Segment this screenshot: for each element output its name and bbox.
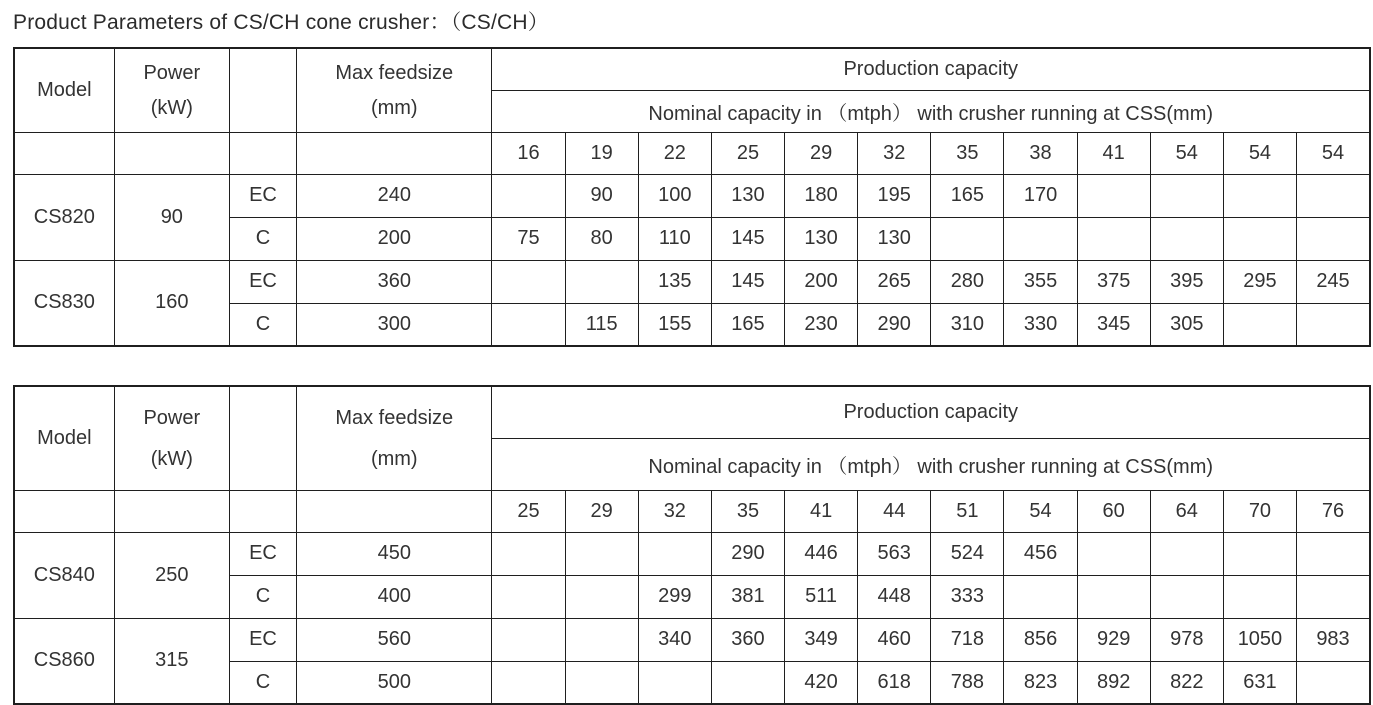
capacity-cell: 135 — [638, 260, 711, 303]
capacity-cell — [1150, 174, 1223, 217]
capacity-cell: 618 — [858, 661, 931, 704]
css-value-cell: 25 — [711, 132, 784, 174]
css-value-cell: 38 — [1004, 132, 1077, 174]
header-feedsize-line1: Max feedsize — [335, 61, 454, 84]
capacity-cell: 822 — [1150, 661, 1223, 704]
table-gap — [13, 347, 1373, 385]
blank-cell — [229, 490, 296, 532]
capacity-cell — [565, 532, 638, 575]
capacity-cell: 90 — [565, 174, 638, 217]
max-feedsize-cell: 240 — [297, 174, 492, 217]
capacity-cell: 295 — [1223, 260, 1296, 303]
css-value-cell: 54 — [1223, 132, 1296, 174]
capacity-cell: 511 — [785, 575, 858, 618]
max-feedsize-cell: 360 — [297, 260, 492, 303]
header-nominal-capacity: Nominal capacity in （mtph） with crusher running at CSS(mm) — [492, 90, 1370, 132]
header-power-line2: (kW) — [150, 447, 193, 470]
capacity-cell: 333 — [931, 575, 1004, 618]
css-value-cell: 16 — [492, 132, 565, 174]
capacity-cell: 448 — [858, 575, 931, 618]
capacity-cell — [1077, 532, 1150, 575]
header-row-main — [14, 48, 1370, 90]
type-cell: C — [229, 661, 296, 704]
header-max-feedsize — [297, 48, 492, 132]
capacity-cell: 180 — [785, 174, 858, 217]
capacity-cell — [1297, 532, 1370, 575]
header-type — [229, 386, 296, 490]
capacity-cell: 983 — [1297, 618, 1370, 661]
capacity-cell — [565, 661, 638, 704]
capacity-cell: 280 — [931, 260, 1004, 303]
header-feedsize-line1: Max feedsize — [335, 406, 454, 429]
css-value-cell: 70 — [1223, 490, 1296, 532]
table-row — [14, 532, 1370, 575]
power-cell: 160 — [114, 260, 229, 346]
capacity-cell: 165 — [711, 303, 784, 346]
type-cell: EC — [229, 618, 296, 661]
capacity-cell: 718 — [931, 618, 1004, 661]
capacity-cell — [1223, 174, 1296, 217]
capacity-cell: 115 — [565, 303, 638, 346]
max-feedsize-cell: 560 — [297, 618, 492, 661]
capacity-cell: 360 — [711, 618, 784, 661]
capacity-cell: 420 — [785, 661, 858, 704]
css-value-cell: 41 — [785, 490, 858, 532]
capacity-cell — [1077, 217, 1150, 260]
capacity-cell — [492, 575, 565, 618]
header-power-lines — [115, 50, 229, 130]
capacity-cell: 456 — [1004, 532, 1077, 575]
parameters-table-2 — [13, 385, 1371, 705]
capacity-cell — [1297, 303, 1370, 346]
model-cell: CS840 — [14, 532, 114, 618]
type-cell: EC — [229, 532, 296, 575]
capacity-cell — [1004, 575, 1077, 618]
capacity-cell: 355 — [1004, 260, 1077, 303]
capacity-cell: 310 — [931, 303, 1004, 346]
max-feedsize-cell: 400 — [297, 575, 492, 618]
css-value-cell: 60 — [1077, 490, 1150, 532]
blank-cell — [14, 132, 114, 174]
header-nominal-capacity: Nominal capacity in （mtph） with crusher running at CSS(mm) — [492, 438, 1370, 490]
capacity-cell — [492, 532, 565, 575]
type-cell: C — [229, 303, 296, 346]
css-value-cell: 25 — [492, 490, 565, 532]
capacity-cell: 524 — [931, 532, 1004, 575]
capacity-cell — [492, 618, 565, 661]
power-cell: 90 — [114, 174, 229, 260]
capacity-cell: 892 — [1077, 661, 1150, 704]
css-value-cell: 41 — [1077, 132, 1150, 174]
capacity-cell — [638, 661, 711, 704]
capacity-cell: 290 — [711, 532, 784, 575]
css-value-cell: 35 — [711, 490, 784, 532]
type-cell: C — [229, 575, 296, 618]
css-value-cell: 32 — [638, 490, 711, 532]
css-value-cell: 29 — [785, 132, 858, 174]
css-value-cell: 54 — [1150, 132, 1223, 174]
css-values-row — [14, 132, 1370, 174]
capacity-cell: 290 — [858, 303, 931, 346]
header-model: Model — [14, 386, 114, 490]
css-value-cell: 51 — [931, 490, 1004, 532]
capacity-cell: 195 — [858, 174, 931, 217]
capacity-cell — [931, 217, 1004, 260]
capacity-cell: 145 — [711, 217, 784, 260]
capacity-cell: 345 — [1077, 303, 1150, 346]
capacity-cell — [638, 532, 711, 575]
blank-cell — [229, 132, 296, 174]
css-value-cell: 44 — [858, 490, 931, 532]
capacity-cell: 245 — [1297, 260, 1370, 303]
capacity-cell — [565, 618, 638, 661]
capacity-cell — [492, 174, 565, 217]
capacity-cell: 145 — [711, 260, 784, 303]
capacity-cell: 265 — [858, 260, 931, 303]
capacity-cell: 631 — [1223, 661, 1296, 704]
header-power-lines — [115, 388, 229, 488]
capacity-cell: 155 — [638, 303, 711, 346]
capacity-cell — [1297, 217, 1370, 260]
header-production-capacity: Production capacity — [492, 386, 1370, 438]
capacity-cell — [1004, 217, 1077, 260]
parameters-table-1 — [13, 47, 1371, 347]
header-feedsize-lines — [297, 50, 491, 130]
header-type — [229, 48, 296, 132]
capacity-cell: 299 — [638, 575, 711, 618]
type-cell: EC — [229, 174, 296, 217]
capacity-cell — [1150, 217, 1223, 260]
css-value-cell: 19 — [565, 132, 638, 174]
css-value-cell: 54 — [1297, 132, 1370, 174]
css-values-row — [14, 490, 1370, 532]
capacity-cell: 929 — [1077, 618, 1150, 661]
capacity-cell — [1223, 575, 1296, 618]
table-row — [14, 618, 1370, 661]
blank-cell — [297, 132, 492, 174]
css-value-cell: 32 — [858, 132, 931, 174]
blank-cell — [114, 132, 229, 174]
model-cell: CS860 — [14, 618, 114, 704]
max-feedsize-cell: 300 — [297, 303, 492, 346]
capacity-cell: 1050 — [1223, 618, 1296, 661]
table-row — [14, 260, 1370, 303]
capacity-cell: 340 — [638, 618, 711, 661]
capacity-cell — [1223, 532, 1296, 575]
capacity-cell: 130 — [858, 217, 931, 260]
page-title: Product Parameters of CS/CH cone crusher：（CS/CH） — [13, 11, 549, 34]
capacity-cell — [1150, 575, 1223, 618]
capacity-cell: 305 — [1150, 303, 1223, 346]
capacity-cell — [1297, 661, 1370, 704]
header-feedsize-line2: (mm) — [370, 96, 418, 119]
blank-cell — [14, 490, 114, 532]
capacity-cell: 330 — [1004, 303, 1077, 346]
css-value-cell: 64 — [1150, 490, 1223, 532]
capacity-cell: 788 — [931, 661, 1004, 704]
capacity-cell — [1297, 174, 1370, 217]
capacity-cell — [492, 303, 565, 346]
capacity-cell: 75 — [492, 217, 565, 260]
capacity-cell — [492, 661, 565, 704]
model-cell: CS830 — [14, 260, 114, 346]
header-max-feedsize — [297, 386, 492, 490]
header-production-capacity: Production capacity — [492, 48, 1370, 90]
capacity-cell: 823 — [1004, 661, 1077, 704]
capacity-cell: 170 — [1004, 174, 1077, 217]
blank-cell — [114, 490, 229, 532]
capacity-cell: 381 — [711, 575, 784, 618]
capacity-cell — [565, 260, 638, 303]
header-feedsize-lines — [297, 388, 491, 488]
capacity-cell: 165 — [931, 174, 1004, 217]
capacity-cell — [1150, 532, 1223, 575]
max-feedsize-cell: 200 — [297, 217, 492, 260]
header-power — [114, 386, 229, 490]
max-feedsize-cell: 500 — [297, 661, 492, 704]
capacity-cell — [1297, 575, 1370, 618]
capacity-cell: 110 — [638, 217, 711, 260]
capacity-cell: 395 — [1150, 260, 1223, 303]
power-cell: 315 — [114, 618, 229, 704]
css-value-cell: 35 — [931, 132, 1004, 174]
header-power-line2: (kW) — [150, 96, 193, 119]
capacity-cell: 200 — [785, 260, 858, 303]
css-value-cell: 22 — [638, 132, 711, 174]
capacity-cell: 460 — [858, 618, 931, 661]
capacity-cell: 130 — [711, 174, 784, 217]
header-model: Model — [14, 48, 114, 132]
capacity-cell: 349 — [785, 618, 858, 661]
capacity-cell: 563 — [858, 532, 931, 575]
max-feedsize-cell: 450 — [297, 532, 492, 575]
capacity-cell — [711, 661, 784, 704]
header-power-line1: Power — [143, 61, 201, 84]
header-feedsize-line2: (mm) — [370, 447, 418, 470]
model-cell: CS820 — [14, 174, 114, 260]
capacity-cell: 978 — [1150, 618, 1223, 661]
type-cell: C — [229, 217, 296, 260]
capacity-cell: 446 — [785, 532, 858, 575]
capacity-cell: 100 — [638, 174, 711, 217]
capacity-cell — [1077, 174, 1150, 217]
capacity-cell — [1223, 217, 1296, 260]
header-power — [114, 48, 229, 132]
css-value-cell: 29 — [565, 490, 638, 532]
capacity-cell: 856 — [1004, 618, 1077, 661]
css-value-cell: 54 — [1004, 490, 1077, 532]
capacity-cell — [565, 575, 638, 618]
power-cell: 250 — [114, 532, 229, 618]
type-cell: EC — [229, 260, 296, 303]
header-power-line1: Power — [143, 406, 201, 429]
capacity-cell — [1077, 575, 1150, 618]
capacity-cell — [1223, 303, 1296, 346]
table-row — [14, 174, 1370, 217]
capacity-cell: 230 — [785, 303, 858, 346]
capacity-cell: 375 — [1077, 260, 1150, 303]
css-value-cell: 76 — [1297, 490, 1370, 532]
capacity-cell: 80 — [565, 217, 638, 260]
header-row-main — [14, 386, 1370, 438]
blank-cell — [297, 490, 492, 532]
capacity-cell — [492, 260, 565, 303]
capacity-cell: 130 — [785, 217, 858, 260]
